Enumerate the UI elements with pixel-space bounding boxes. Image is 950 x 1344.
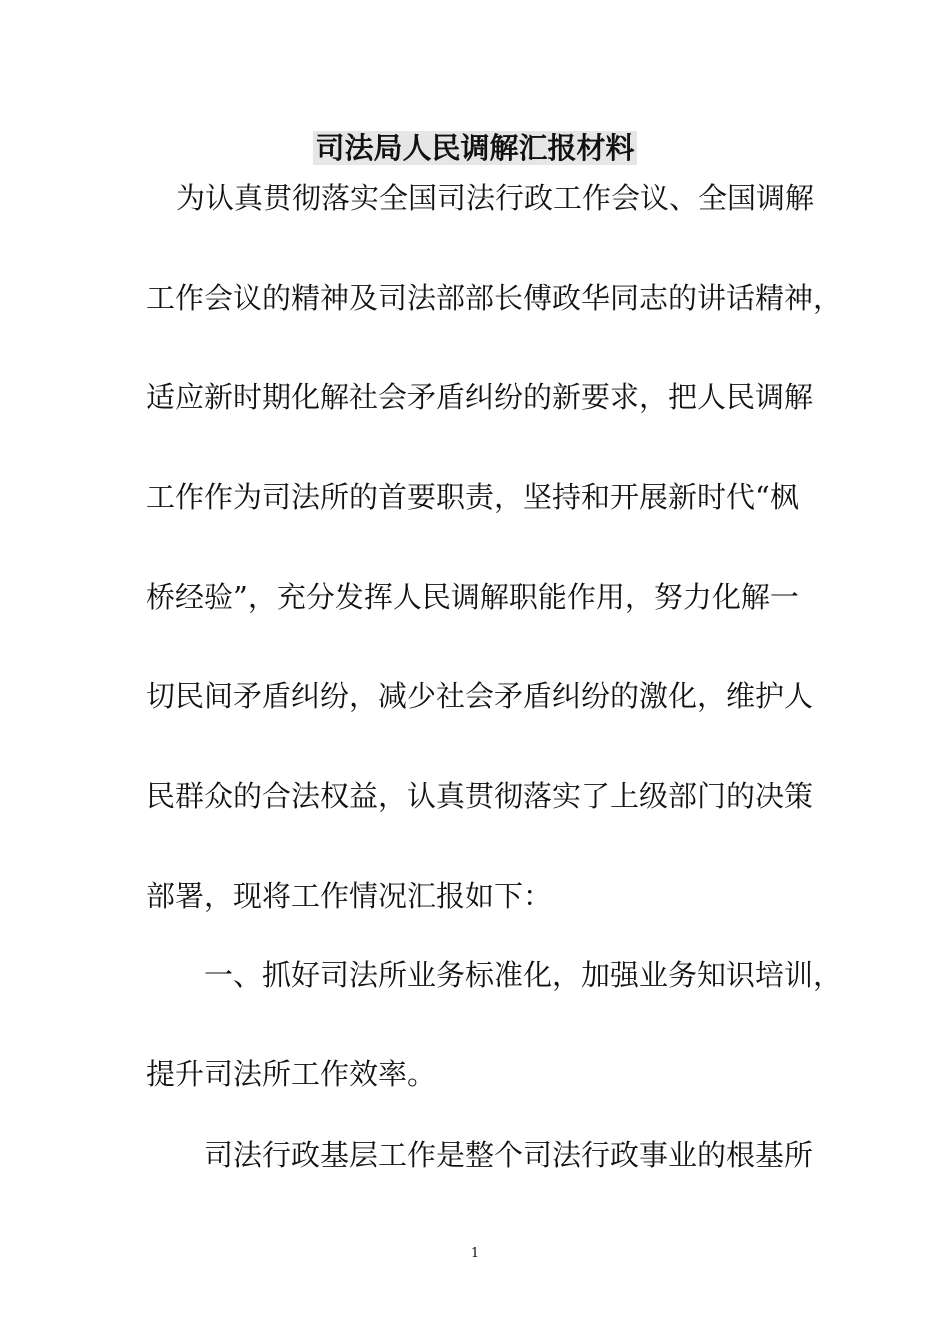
paragraph-line-2: 工作会议的精神及司法部部长傅政华同志的讲话精神， [146,281,843,315]
section-heading-line-2: 提升司法所工作效率。 [146,1057,437,1091]
paragraph-line-1: 为认真贯彻落实全国司法行政工作会议、全国调解 [176,181,815,215]
document-title-text: 司法局人民调解汇报材料 [315,131,635,165]
paragraph-line-7: 民群众的合法权益，认真贯彻落实了上级部门的决策 [146,779,814,813]
paragraph-line-4: 工作作为司法所的首要职责，坚持和开展新时代“枫 [146,480,799,514]
section-heading-line-1: 一、抓好司法所业务标准化，加强业务知识培训， [204,958,843,992]
page-number: 1 [470,1246,480,1261]
paragraph-line-6: 切民间矛盾纠纷，减少社会矛盾纠纷的激化，维护人 [146,679,814,713]
paragraph-line-9: 司法行政基层工作是整个司法行政事业的根基所 [204,1138,814,1172]
paragraph-line-5: 桥经验”，充分发挥人民调解职能作用，努力化解一 [146,580,799,614]
document-title [0,128,950,168]
paragraph-line-3: 适应新时期化解社会矛盾纠纷的新要求，把人民调解 [146,380,814,414]
paragraph-line-8: 部署，现将工作情况汇报如下： [146,879,553,913]
